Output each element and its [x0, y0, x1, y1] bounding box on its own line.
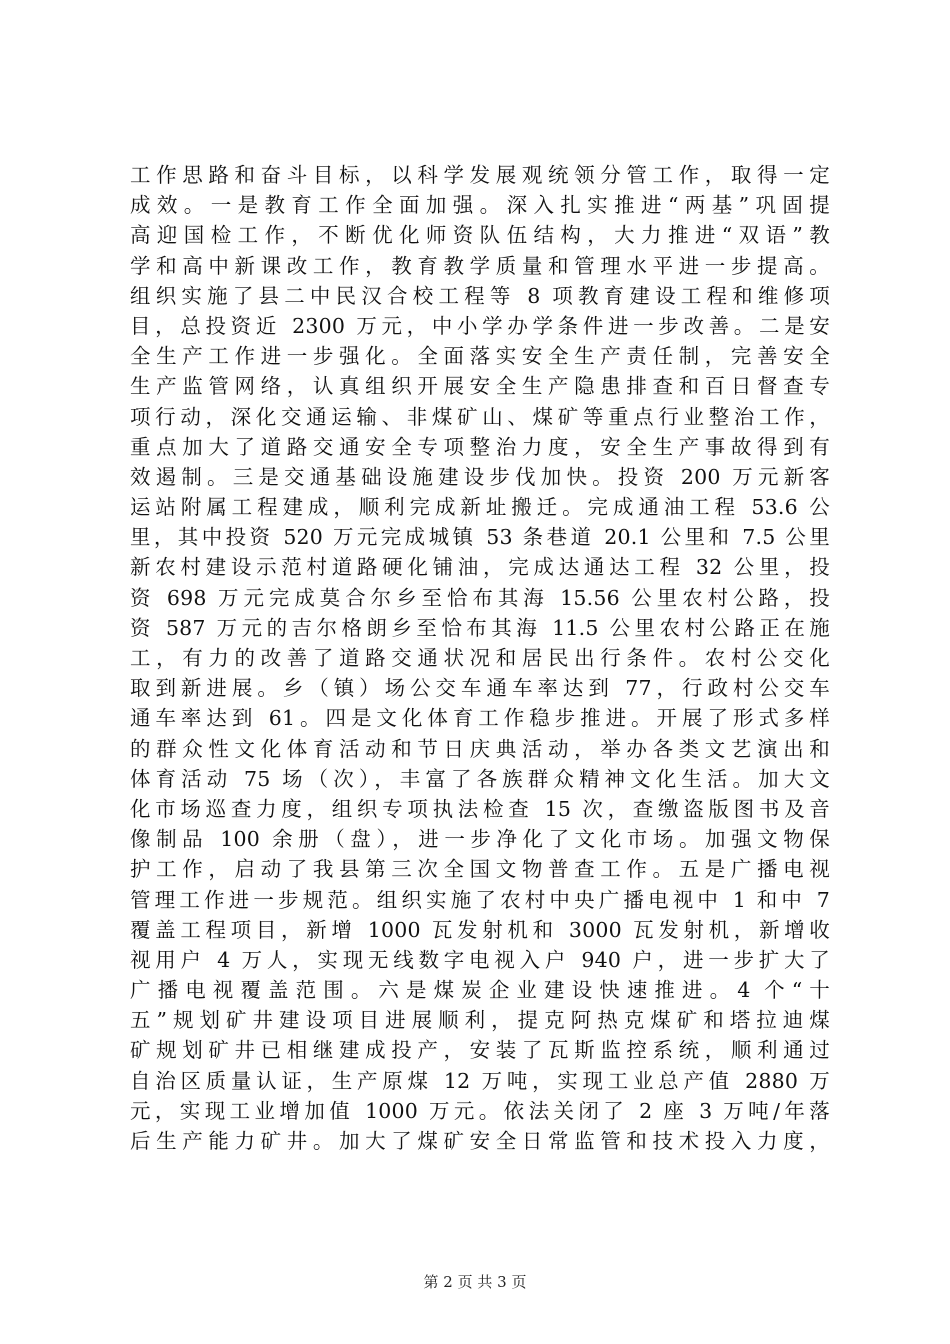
text-line: 的群众性文化体育活动和节日庆典活动，举办各类文艺演出和 — [130, 736, 830, 761]
text-line: 通车率达到 61。四是文化体育工作稳步推进。开展了形式多样 — [130, 706, 830, 731]
text-line: 管理工作进一步规范。组织实施了农村中央广播电视中 1 和中 7 — [130, 887, 830, 912]
text-line: 项行动，深化交通运输、非煤矿山、煤矿等重点行业整治工作， — [130, 404, 830, 429]
text-line: 覆盖工程项目，新增 1000 瓦发射机和 3000 瓦发射机，新增收 — [130, 917, 830, 942]
text-line: 工作思路和奋斗目标，以科学发展观统领分管工作，取得一定 — [130, 163, 830, 187]
text-line: 化市场巡查力度，组织专项执法检查 15 次，查缴盗版图书及音 — [130, 796, 830, 821]
text-line: 里，其中投资 520 万元完成城镇 53 条巷道 20.1 公里和 7.5 公里 — [130, 525, 830, 550]
text-line: 组织实施了县二中民汉合校工程等 8 项教育建设工程和维修项 — [130, 283, 830, 308]
text-line: 效遏制。三是交通基础设施建设步伐加快。投资 200 万元新客 — [130, 464, 830, 489]
text-line: 体育活动 75 场（次），丰富了各族群众精神文化生活。加大文 — [130, 766, 830, 791]
text-line: 目，总投资近 2300 万元，中小学办学条件进一步改善。二是安 — [130, 313, 830, 338]
text-line: 自治区质量认证，生产原煤 12 万吨，实现工业总产值 2880 万 — [130, 1068, 830, 1093]
text-line: 学和高中新课改工作，教育教学质量和管理水平进一步提高。 — [130, 253, 830, 278]
text-line: 资 698 万元完成莫合尔乡至恰布其海 15.56 公里农村公路，投 — [130, 585, 830, 610]
text-line: 成效。一是教育工作全面加强。深入扎实推进“两基”巩固提 — [130, 193, 830, 218]
text-line: 视用户 4 万人，实现无线数字电视入户 940 户，进一步扩大了 — [130, 947, 830, 972]
text-line: 取到新进展。乡（镇）场公交车通车率达到 77，行政村公交车 — [130, 676, 830, 701]
text-line: 五”规划矿井建设项目进展顺利，提克阿热克煤矿和塔拉迪煤 — [130, 1008, 830, 1033]
text-line: 后生产能力矿井。加大了煤矿安全日常监管和技术投入力度， — [130, 1129, 830, 1153]
text-line: 重点加大了道路交通安全专项整治力度，安全生产事故得到有 — [130, 434, 830, 459]
text-line: 元，实现工业增加值 1000 万元。依法关闭了 2 座 3 万吨/年落 — [130, 1098, 830, 1123]
page-footer: 第 2 页 共 3 页 — [423, 1273, 527, 1291]
text-line: 矿规划矿井已相继建成投产，安装了瓦斯监控系统，顺利通过 — [130, 1038, 830, 1063]
text-line: 工，有力的改善了道路交通状况和居民出行条件。农村公交化 — [130, 646, 830, 670]
text-line: 护工作，启动了我县第三次全国文物普查工作。五是广播电视 — [130, 857, 830, 882]
text-line: 高迎国检工作，不断优化师资队伍结构，大力推进“双语”教 — [130, 223, 830, 248]
text-line: 新农村建设示范村道路硬化铺油，完成达通达工程 32 公里，投 — [130, 555, 830, 580]
text-line: 全生产工作进一步强化。全面落实安全生产责任制，完善安全 — [130, 344, 830, 369]
body-text — [130, 160, 830, 1156]
text-line: 像制品 100 余册（盘），进一步净化了文化市场。加强文物保 — [130, 827, 830, 852]
text-line: 资 587 万元的吉尔格朗乡至恰布其海 11.5 公里农村公路正在施 — [130, 615, 830, 640]
text-line: 生产监管网络，认真组织开展安全生产隐患排查和百日督查专 — [130, 374, 830, 399]
text-line: 运站附属工程建成，顺利完成新址搬迁。完成通油工程 53.6 公 — [130, 495, 830, 520]
text-line: 广播电视覆盖范围。六是煤炭企业建设快速推进。4 个“十 — [130, 978, 830, 1003]
